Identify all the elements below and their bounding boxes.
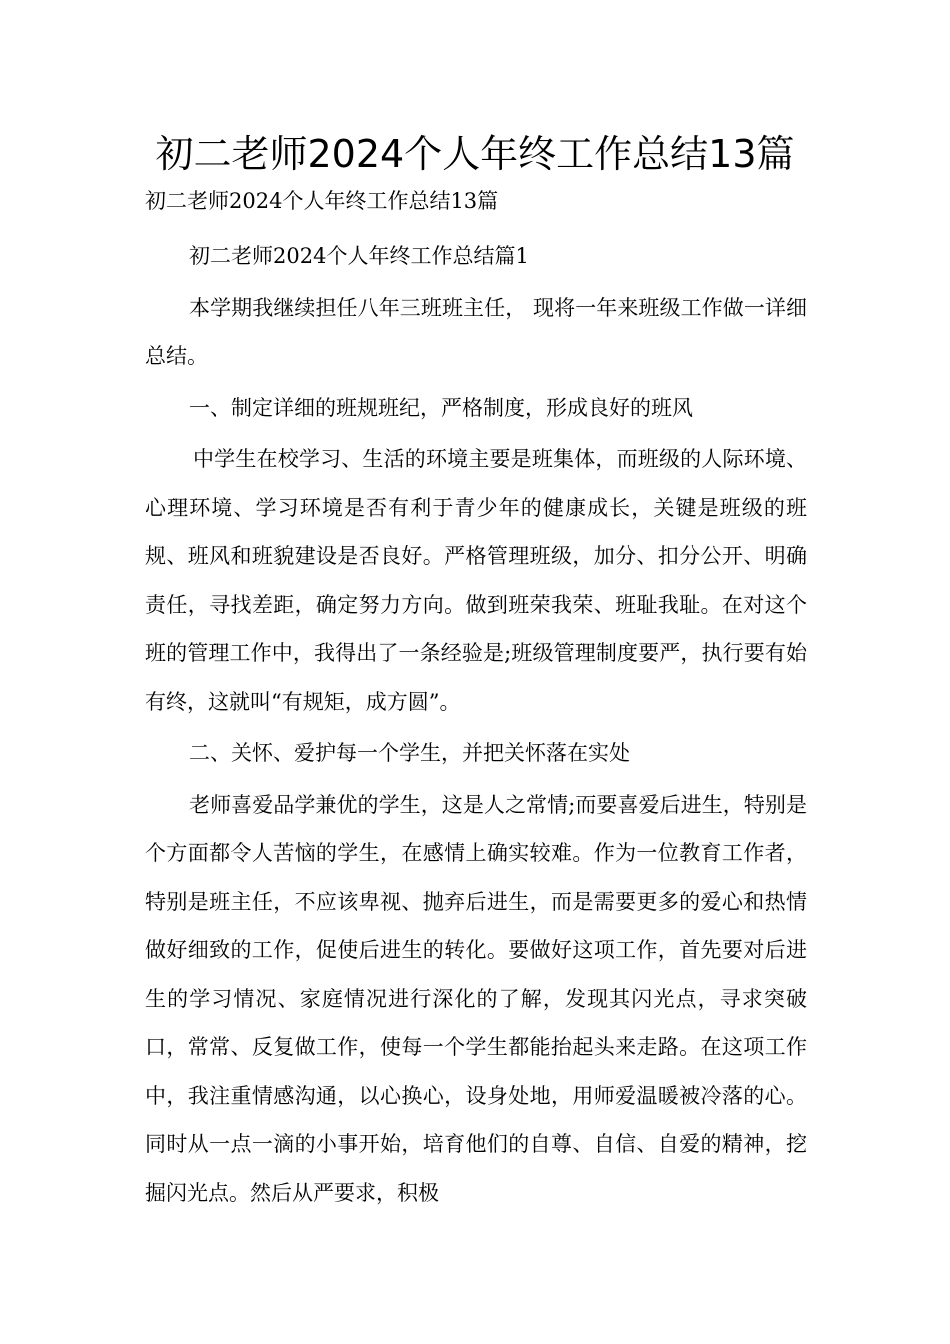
section-heading-1: 一、制定详细的班规班纪，严格制度，形成良好的班风 <box>189 395 693 420</box>
document-subtitle: 初二老师2024个人年终工作总结13篇 <box>145 189 499 213</box>
paragraph-body: 老师喜爱品学兼优的学生，这是人之常情;而要喜爱后进生，特别是个方面都令人苦恼的学生，在感情上确实较难。作为一位教育工作者，特别是班主任，不应该卑视、抛弃后进生，而是需要更多的爱心和热情做好细致的工作，促使后进生的转化。要做好这项工作，首先要对后进生的学习情况、家庭情况进行深化的了解，发现其闪光点，寻求突破口，常常、反复做工作，使每一个学生都能抬起头来走路。在这项工作中，我注重情感沟通，以心换心，设身处地，用师爱温暖被冷落的心。同时从一点一滴的小事开始，培育他们的自尊、自信、自爱的精神，挖掘闪光点。然后从严要求，积极 <box>145 792 807 1205</box>
paragraph-body: 中学生在校学习、生活的环境主要是班集体，而班级的人际环境、心理环境、学习环境是否有利于青少年的健康成长，关键是班级的班规、班风和班貌建设是否良好。严格管理班级，加分、扣分公开、明确责任，寻找差距，确定努力方向。做到班荣我荣、班耻我耻。在对这个班的管理工作中，我得出了一条经验是;班级管理制度要严，执行要有始有终，这就叫“有规矩，成方圆”。 <box>145 447 807 714</box>
document-title: 初二老师2024个人年终工作总结13篇 <box>155 132 795 176</box>
paragraph-intro: 本学期我继续担任八年三班班主任， 现将一年来班级工作做一详细总结。 <box>145 295 807 368</box>
section-title: 初二老师2024个人年终工作总结篇1 <box>189 244 529 268</box>
document-body <box>145 232 807 1220</box>
section-heading-2: 二、关怀、爱护每一个学生，并把关怀落在实处 <box>189 741 630 765</box>
